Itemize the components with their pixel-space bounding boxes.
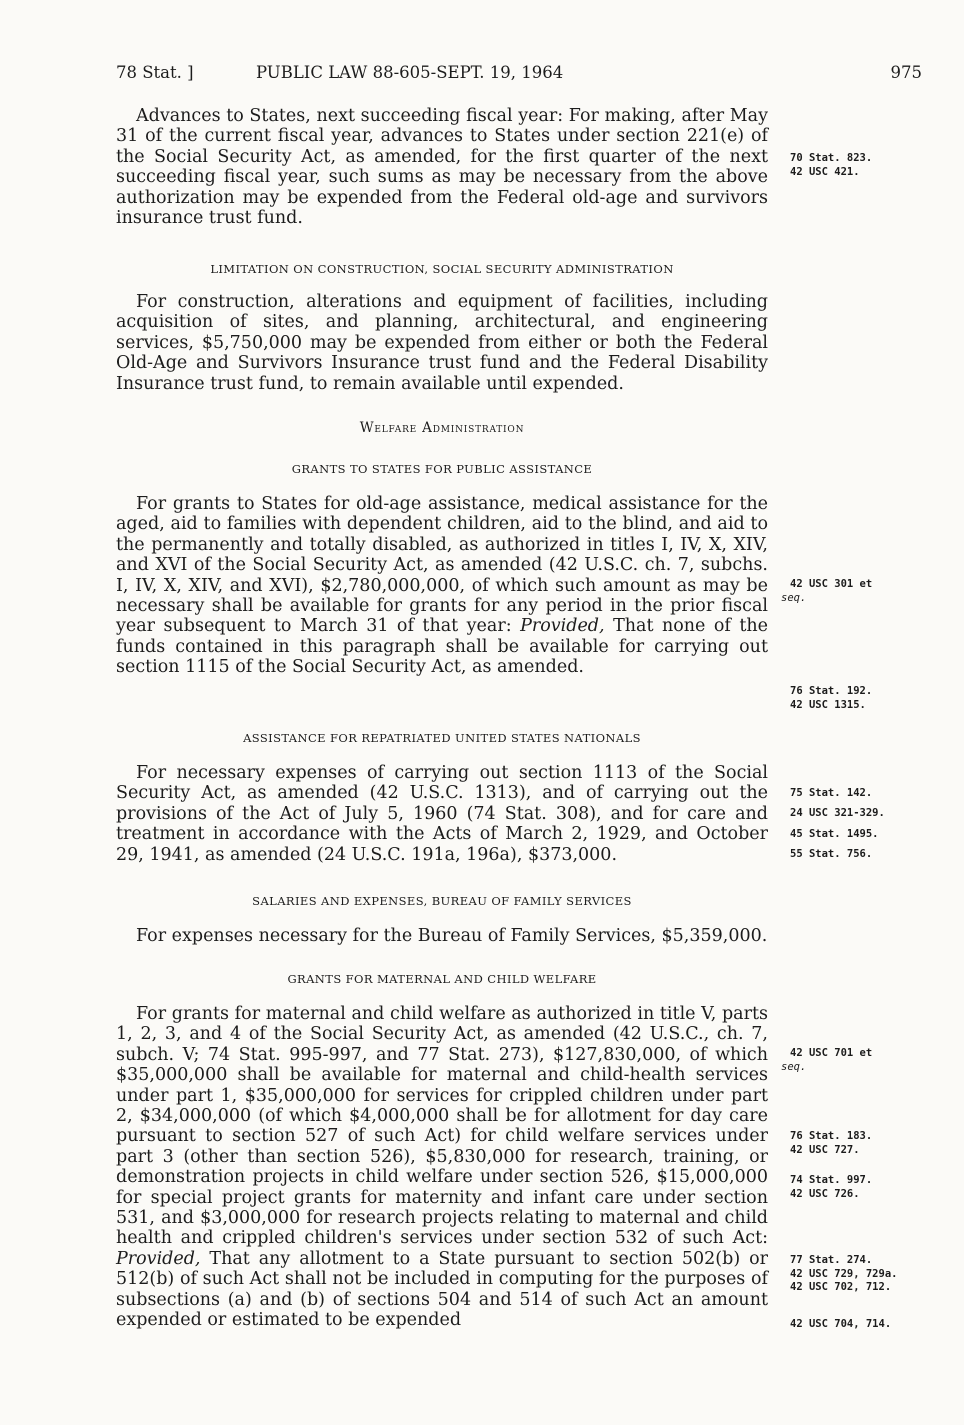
page-header [116, 62, 922, 86]
maternal-text-part2: That any allotment to a State pursuant to section 502(b) or 512(b) of such Act shall not be included in computing for the purposes of subsections (a) and (b) of sections 504 and 514 of such Act an amount expended or estimated to be expended [116, 1248, 768, 1331]
salaries-heading: SALARIES AND EXPENSES, BUREAU OF FAMILY SERVICES [252, 894, 632, 908]
statute-volume: 78 Stat. ] [116, 63, 194, 82]
maternal-child-paragraph [116, 1004, 768, 1331]
margin-note: 74 Stat. 997. 42 USC 726. [790, 1174, 873, 1200]
repatriated-paragraph: For necessary expenses of carrying out section 1113 of the Social Security Act, as amended (42 U.S.C. 1313), and of carrying out the provisions of the Act of July 5, 1960 (74 Stat. 308), and for care and treatment in accordance with the Acts of March 2, 1929, and October 29, 1941, as amended (24 U.S.C. 191a, 196a), $373,000. [116, 763, 768, 865]
grants-text-part2: That none of the funds contained in this paragraph shall be available for carrying out section 1115 of the Social Security Act, as amended. [116, 616, 768, 678]
margin-note: 77 Stat. 274. 42 USC 729, 729a. 42 USC 702, 712. [790, 1254, 898, 1293]
page-number: 975 [890, 63, 922, 82]
maternal-child-heading: GRANTS FOR MATERNAL AND CHILD WELFARE [287, 972, 597, 986]
provided-italic: Provided, [116, 1248, 201, 1269]
maternal-text-part1: For grants for maternal and child welfare as authorized in title V, parts 1, 2, 3, and 4 of the Social Security Act, as amended (42 U.S.C., ch. 7, subch. V; 74 Stat. 995-997, and 77 Stat. 273), $127,830,000, of which $35,000,000 shall be available for maternal and child-health services under part 1, $35,000,000 for services for crippled children under part 2, $34,000,000 (of which $4,000,000 shall be for allotment for day care pursuant to section 527 of such Act) for child welfare services under part 3 (other than section 526), $5,830,000 for research, training, or demonstration projects in child welfare under section 526, $15,000,000 for special project grants for maternity and infant care under section 531, and $3,000,000 for research projects relating to maternal and child health and crippled children's services under section 532 of such Act: [116, 1004, 768, 1249]
margin-note: 76 Stat. 192. 42 USC 1315. [790, 685, 873, 711]
welfare-administration-heading: Welfare Administration [359, 420, 525, 436]
grants-text-part1: For grants to States for old-age assistance, medical assistance for the aged, aid to families with dependent children, aid to the blind, and aid to the permanently and totally disabled, as authorized in titles I, IV, X, XIV, and XVI of the Social Security Act, as amended (42 U.S.C. ch. 7, subchs. I, IV, X, XIV, and XVI), $2,780,000,000, of which such amount as may be necessary shall be available for grants for any period in the prior fiscal year subsequent to March 31 of that year: [116, 494, 768, 637]
provided-italic: Provided, [520, 616, 605, 637]
running-title: PUBLIC LAW 88-605-SEPT. 19, 1964 [256, 63, 564, 82]
limitation-heading: LIMITATION ON CONSTRUCTION, SOCIAL SECURITY ADMINISTRATION [210, 262, 674, 276]
margin-note: 42 USC 704, 714. [790, 1318, 892, 1330]
repatriated-heading: ASSISTANCE FOR REPATRIATED UNITED STATES NATIONALS [243, 731, 641, 745]
salaries-paragraph: For expenses necessary for the Bureau of Family Services, $5,359,000. [136, 926, 768, 946]
construction-paragraph: For construction, alterations and equipment of facilities, including acquisition of sites, and planning, architectural, and engineering services, $5,750,000 may be expended from either or both the Federal Old-Age and Survivors Insurance trust fund and the Federal Disability Insurance trust fund, to remain available until expended. [116, 292, 768, 394]
margin-note: 76 Stat. 183. 42 USC 727. [790, 1130, 873, 1156]
margin-note: 70 Stat. 823. 42 USC 421. [790, 152, 873, 178]
margin-note: 75 Stat. 142. 24 USC 321-329. 45 Stat. 1495. 55 Stat. 756. [790, 787, 885, 861]
advances-paragraph: Advances to States, next succeeding fiscal year: For making, after May 31 of the current fiscal year, advances to States under section 221(e) of the Social Security Act, as amended, for the first quarter of the next succeeding fiscal year, such sums as may be necessary from the above authorization may be expended from the Federal old-age and survivors insurance trust fund. [116, 106, 768, 229]
grants-to-states-heading: GRANTS TO STATES FOR PUBLIC ASSISTANCE [291, 462, 593, 476]
grants-to-states-paragraph [116, 494, 768, 678]
margin-note: 42 USC 701 et seq. [781, 1047, 873, 1073]
margin-note: 42 USC 301 et seq. [781, 578, 873, 604]
